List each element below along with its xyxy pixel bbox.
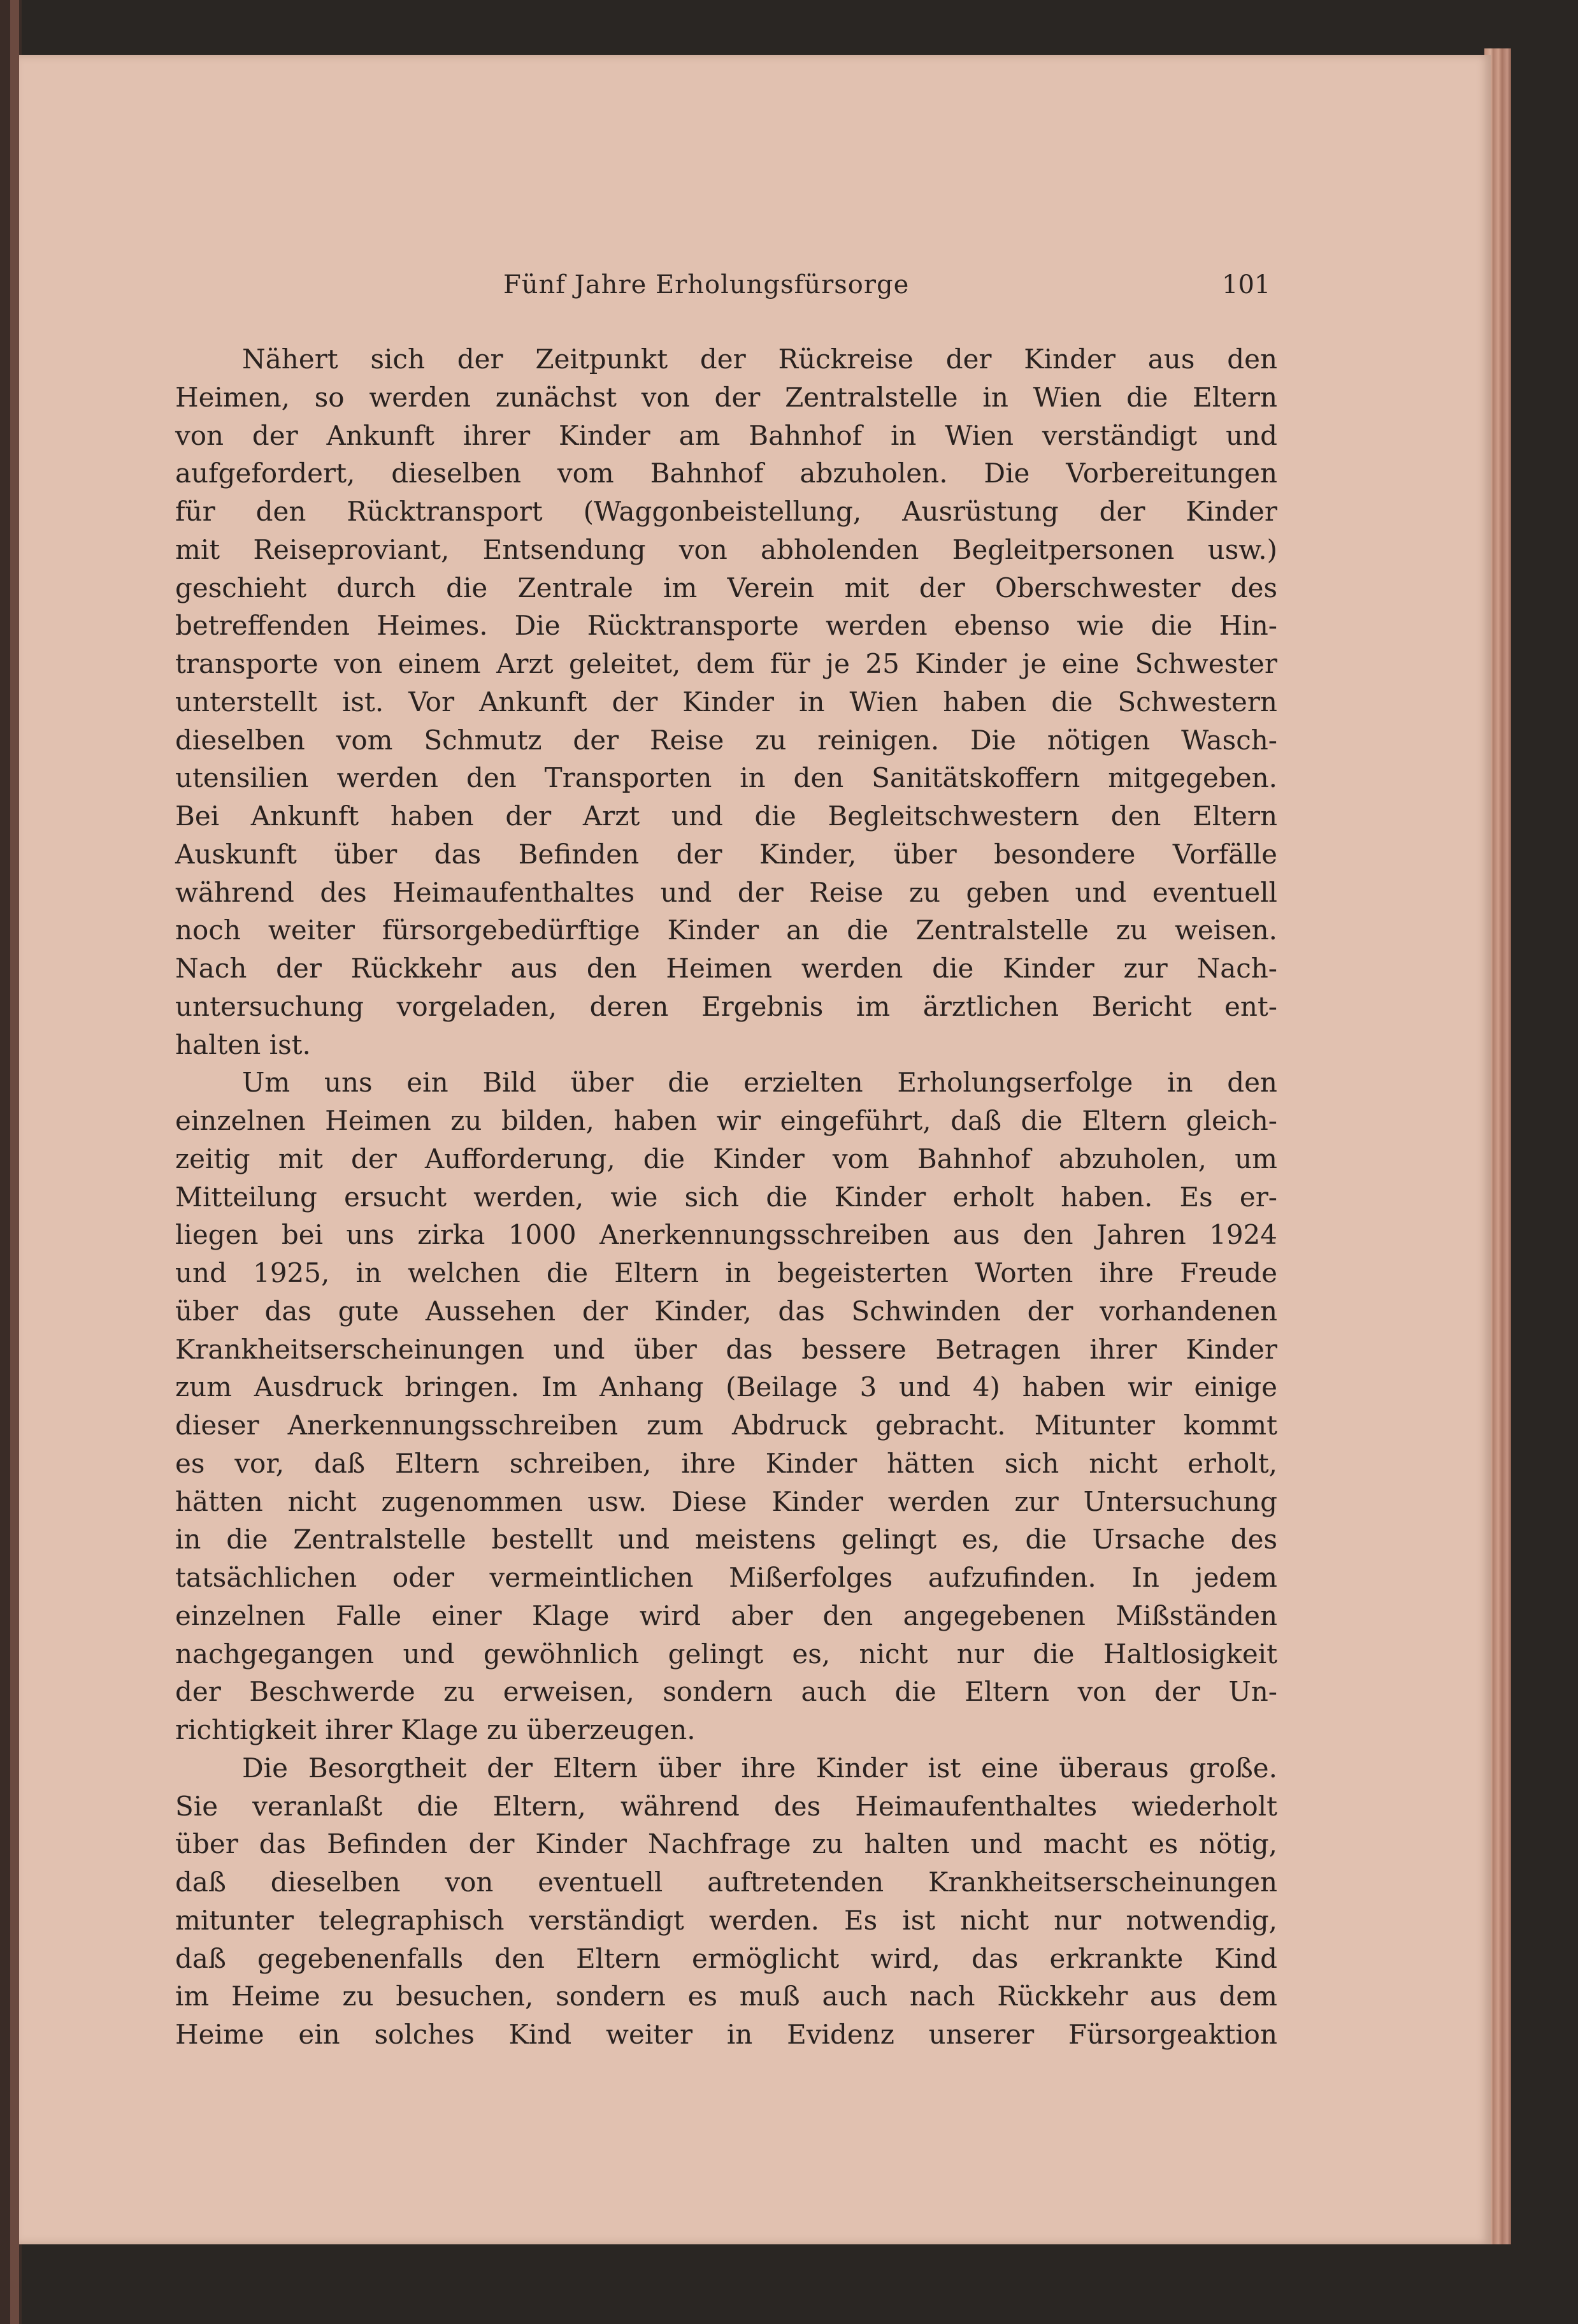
text-line: Sie veranlaßt die Eltern, während des Heimaufenthaltes wiederholt — [175, 1790, 1277, 1822]
text-line: Krankheitserscheinungen und über das bessere Betragen ihrer Kinder — [175, 1333, 1277, 1365]
text-line: tatsächlichen oder vermeintlichen Mißerfolges aufzufinden. In jedem — [175, 1562, 1277, 1593]
text-line: mitunter telegraphisch verständigt werden. Es ist nicht nur notwendig, — [175, 1904, 1277, 1936]
page-header — [19, 270, 1491, 308]
text-line: der Beschwerde zu erweisen, sondern auch die Eltern von der Un- — [175, 1676, 1277, 1708]
text-line: noch weiter fürsorgebedürftige Kinder an die Zentralstelle zu weisen. — [175, 914, 1277, 946]
text-line: unterstellt ist. Vor Ankunft der Kinder in Wien haben die Schwestern — [175, 686, 1277, 718]
text-line: aufgefordert, dieselben vom Bahnhof abzuholen. Die Vorbereitungen — [175, 458, 1277, 489]
text-line: zum Ausdruck bringen. Im Anhang (Beilage 3 und 4) haben wir einige — [175, 1371, 1277, 1403]
text-line: im Heime zu besuchen, sondern es muß auch nach Rückkehr aus dem — [175, 1981, 1277, 2012]
text-line: zeitig mit der Aufforderung, die Kinder vom Bahnhof abzuholen, um — [175, 1143, 1277, 1174]
text-line: dieser Anerkennungsschreiben zum Abdruck gebracht. Mitunter kommt — [175, 1410, 1277, 1441]
text-line: über das gute Aussehen der Kinder, das Schwinden der vorhandenen — [175, 1295, 1277, 1327]
binding-edge — [0, 0, 22, 2324]
text-line: für den Rücktransport (Waggonbeistellung, Ausrüstung der Kinder — [175, 496, 1277, 527]
binding-edge-inner — [10, 0, 19, 2324]
text-line: Die Besorgtheit der Eltern über ihre Kinder ist eine überaus große. — [242, 1752, 1277, 1784]
text-line: daß gegebenenfalls den Eltern ermöglicht wird, das erkrankte Kind — [175, 1942, 1277, 1974]
text-line: Auskunft über das Befinden der Kinder, über besondere Vorfälle — [175, 838, 1277, 870]
text-line: während des Heimaufenthaltes und der Reise zu geben und eventuell — [175, 876, 1277, 908]
text-line: und 1925, in welchen die Eltern in begeisterten Worten ihre Freude — [175, 1257, 1277, 1288]
text-line: richtigkeit ihrer Klage zu überzeugen. — [175, 1714, 696, 1745]
text-line: von der Ankunft ihrer Kinder am Bahnhof in Wien verständigt und — [175, 419, 1277, 451]
text-line: geschieht durch die Zentrale im Verein mit der Oberschwester des — [175, 572, 1277, 603]
text-line: einzelnen Heimen zu bilden, haben wir eingeführt, daß die Eltern gleich- — [175, 1105, 1277, 1136]
text-line: transporte von einem Arzt geleitet, dem für je 25 Kinder je eine Schwester — [175, 648, 1277, 679]
text-line: mit Reiseproviant, Entsendung von abholenden Begleitpersonen usw.) — [175, 533, 1277, 565]
text-line: dieselben vom Schmutz der Reise zu reinigen. Die nötigen Wasch- — [175, 724, 1277, 756]
page-number: 101 — [1222, 270, 1271, 300]
text-line: Nähert sich der Zeitpunkt der Rückreise der Kinder aus den — [242, 343, 1277, 375]
text-line: daß dieselben von eventuell auftretenden Krankheitserscheinungen — [175, 1866, 1277, 1898]
book-page — [19, 55, 1491, 2244]
text-line: nachgegangen und gewöhnlich gelingt es, nicht nur die Haltlosigkeit — [175, 1638, 1277, 1670]
text-line: untersuchung vorgeladen, deren Ergebnis im ärztlichen Bericht ent- — [175, 990, 1277, 1022]
text-line: Heime ein solches Kind weiter in Evidenz unserer Fürsorgeaktion — [175, 2019, 1277, 2050]
text-line: betreffenden Heimes. Die Rücktransporte werden ebenso wie die Hin- — [175, 610, 1277, 642]
text-line: hätten nicht zugenommen usw. Diese Kinder werden zur Untersuchung — [175, 1485, 1277, 1517]
text-line: utensilien werden den Transporten in den Sanitätskoffern mitgegeben. — [175, 762, 1277, 794]
text-line: Bei Ankunft haben der Arzt und die Begleitschwestern den Eltern — [175, 800, 1277, 832]
text-line: in die Zentralstelle bestellt und meistens gelingt es, die Ursache des — [175, 1524, 1277, 1555]
text-line: einzelnen Falle einer Klage wird aber den angegebenen Mißständen — [175, 1599, 1277, 1631]
text-line: liegen bei uns zirka 1000 Anerkennungsschreiben aus den Jahren 1924 — [175, 1219, 1277, 1251]
body-text — [175, 340, 1277, 2054]
text-line: Mitteilung ersucht werden, wie sich die Kinder erholt haben. Es er- — [175, 1181, 1277, 1213]
text-line: über das Befinden der Kinder Nachfrage zu halten und macht es nötig, — [175, 1828, 1277, 1860]
text-line: es vor, daß Eltern schreiben, ihre Kinder hätten sich nicht erholt, — [175, 1447, 1277, 1479]
text-line: Nach der Rückkehr aus den Heimen werden die Kinder zur Nach- — [175, 953, 1277, 984]
text-line: halten ist. — [175, 1028, 311, 1060]
text-line: Heimen, so werden zunächst von der Zentralstelle in Wien die Eltern — [175, 381, 1277, 413]
text-line: Um uns ein Bild über die erzielten Erholungserfolge in den — [242, 1067, 1277, 1099]
running-title: Fünf Jahre Erholungsfürsorge — [503, 270, 910, 300]
